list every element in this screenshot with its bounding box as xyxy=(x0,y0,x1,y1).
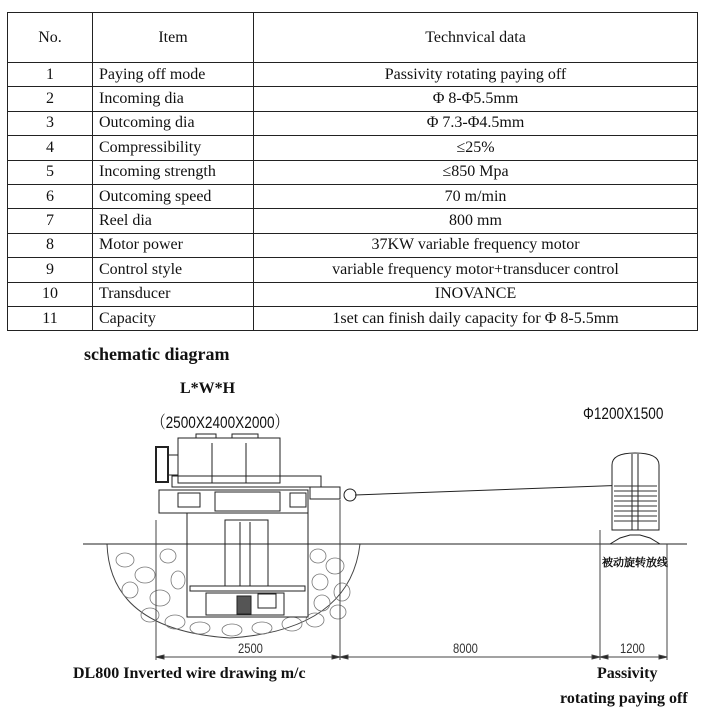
row-data: 1set can finish daily capacity for Φ 8-5.5mm xyxy=(254,306,698,330)
row-data: variable frequency motor+transducer control xyxy=(254,258,698,282)
row-no: 2 xyxy=(8,87,93,111)
row-data: 37KW variable frequency motor xyxy=(254,233,698,257)
payoff-label-line1: Passivity xyxy=(597,665,658,682)
diagram-title: schematic diagram xyxy=(84,344,230,364)
row-item: Incoming dia xyxy=(93,87,254,111)
machine-label: DL800 Inverted wire drawing m/c xyxy=(73,665,306,682)
payoff-chinese-label: 被动旋转放线 xyxy=(602,556,668,569)
header-no: No. xyxy=(8,13,93,63)
row-data: Φ 8-Φ5.5mm xyxy=(254,87,698,111)
dim-machine: 2500 xyxy=(238,640,263,656)
row-data: INOVANCE xyxy=(254,282,698,306)
row-no: 5 xyxy=(8,160,93,184)
row-item: Outcoming speed xyxy=(93,184,254,208)
row-no: 11 xyxy=(8,306,93,330)
row-no: 10 xyxy=(8,282,93,306)
row-item: Control style xyxy=(93,258,254,282)
row-item: Capacity xyxy=(93,306,254,330)
payoff-label-line2: rotating paying off xyxy=(560,690,688,707)
header-data: Technvical data xyxy=(254,13,698,63)
row-item: Transducer xyxy=(93,282,254,306)
dim-gap: 8000 xyxy=(453,640,478,656)
row-data: Passivity rotating paying off xyxy=(254,63,698,87)
row-data: Φ 7.3-Φ4.5mm xyxy=(254,111,698,135)
row-data: 800 mm xyxy=(254,209,698,233)
row-item: Motor power xyxy=(93,233,254,257)
row-data: ≤25% xyxy=(254,136,698,160)
row-item: Outcoming dia xyxy=(93,111,254,135)
row-data: 70 m/min xyxy=(254,184,698,208)
row-no: 6 xyxy=(8,184,93,208)
row-item: Compressibility xyxy=(93,136,254,160)
machine-dims: （2500X2400X2000） xyxy=(152,413,289,432)
row-item: Reel dia xyxy=(93,209,254,233)
row-no: 3 xyxy=(8,111,93,135)
header-item: Item xyxy=(93,13,254,63)
row-data: ≤850 Mpa xyxy=(254,160,698,184)
dim-payoff: 1200 xyxy=(620,640,645,656)
row-no: 4 xyxy=(8,136,93,160)
payoff-dims: Φ1200X1500 xyxy=(583,404,664,423)
row-item: Paying off mode xyxy=(93,63,254,87)
row-item: Incoming strength xyxy=(93,160,254,184)
row-no: 9 xyxy=(8,258,93,282)
payoff-stand xyxy=(610,453,660,544)
row-no: 1 xyxy=(8,63,93,87)
row-no: 7 xyxy=(8,209,93,233)
row-no: 8 xyxy=(8,233,93,257)
machine-dim-label: L*W*H xyxy=(180,380,236,397)
